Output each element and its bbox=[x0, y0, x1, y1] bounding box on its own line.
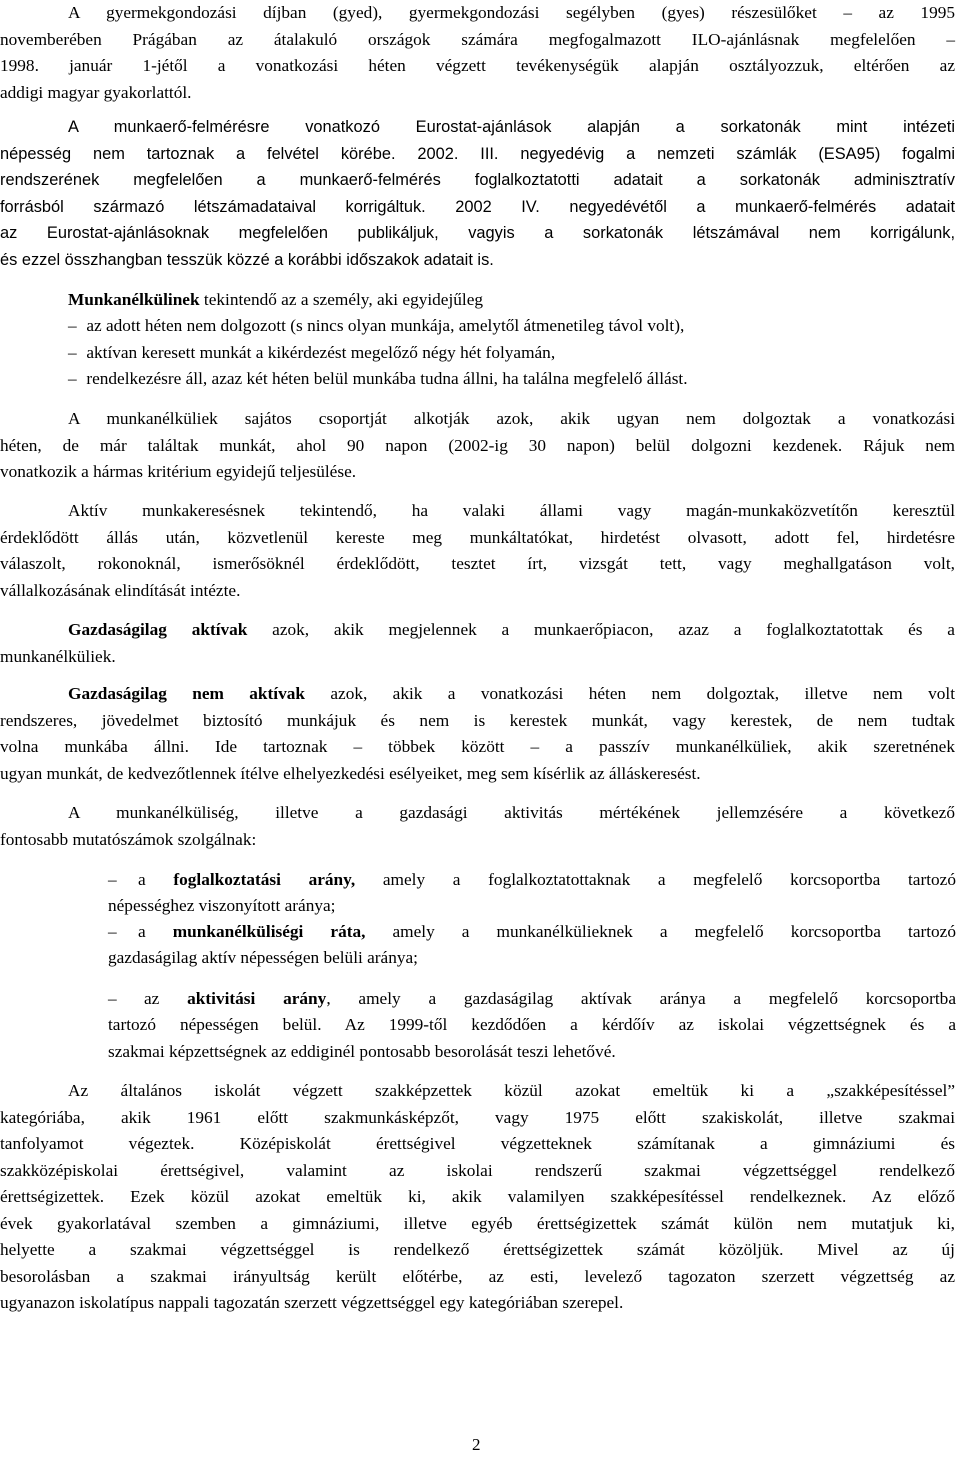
text-line: és ezzel összhangban tesszük közzé a korábbi időszakok adatait is. bbox=[0, 250, 494, 269]
text-line: A munkanélküliség, illetve a gazdasági aktivitás mértékének jellemzésére a következő bbox=[68, 803, 955, 822]
text-line: fontosabb mutatószámok szolgálnak: bbox=[0, 829, 257, 849]
list-item-activity-rate: az aktivitási arány, amely a gazdaságilag aktívak aránya a megfelelő korcsoportba bbox=[144, 989, 956, 1008]
text-line: helyette a szakmai végzettséggel is rendelkező érettségizettek számát közöljük. Mivel az új bbox=[0, 1240, 955, 1259]
text-line: vonatkozik a hármas kritérium egyidejű teljesülése. bbox=[0, 462, 357, 481]
term-munkanelkulisegi-rata: munkanélküliségi ráta, bbox=[172, 922, 366, 941]
text-line: az Eurostat-ajánlásoknak megfelelően publikáljuk, vagyis a sorkatonák létszámával nem korrigálunk, bbox=[0, 224, 955, 242]
text-line: kategóriába, akik 1961 előtt szakmunkásképzőt, vagy 1975 előtt szakiskolát, illetve szakmai bbox=[0, 1107, 955, 1127]
text-line: forrásból származó létszámadataival korrigáltuk. 2002 IV. negyedévétől a munkaerő-felmérés adatait bbox=[0, 197, 955, 216]
list-item-employment-rate: a foglalkoztatási arány, amely a foglalkoztatottaknak a megfelelő korcsoportba tartozó bbox=[138, 870, 956, 889]
term-gazdasagilag-nem-aktivak: Gazdaságilag nem aktívak bbox=[68, 684, 305, 703]
text-line: addigi magyar gyakorlattól. bbox=[0, 82, 192, 102]
text-line: népességhez viszonyított aránya; bbox=[108, 896, 336, 915]
text-line: tanfolyamot végeztek. Középiskolát érettségivel végzetteknek számítanak a gimnáziumi és bbox=[0, 1134, 955, 1153]
text-line: tartozó népességen belül. Az 1999-től kezdődően a kérdőív az iskolai végzettségnek és a bbox=[108, 1015, 956, 1034]
paragraph-active-job-search bbox=[0, 498, 955, 604]
text-line: ugyanazon iskolatípus nappali tagozatán szerzett végzettséggel egy kategóriában szerepel. bbox=[0, 1293, 624, 1312]
text-line: A munkanélküliek sajátos csoportját alkotják azok, akik ugyan nem dolgoztak a vonatkozási bbox=[68, 409, 955, 428]
text-line: vállalkozásának elindítását intézte. bbox=[0, 580, 241, 600]
criteria-list bbox=[68, 313, 948, 393]
term-gazdasagilag-aktivak: Gazdaságilag aktívak bbox=[68, 620, 248, 639]
text-line: gazdaságilag aktív népességen belüli aránya; bbox=[108, 948, 418, 967]
text-line: munkanélküliek. bbox=[0, 646, 116, 666]
paragraph-gyed-gyes bbox=[0, 0, 955, 106]
paragraph-qualifications bbox=[0, 1078, 955, 1317]
paragraph-special-group bbox=[0, 406, 955, 486]
list-dash: – bbox=[108, 870, 117, 889]
page-number: 2 bbox=[472, 1435, 481, 1454]
list-item: – rendelkezésre áll, azaz két héten belül munkába tudna állni, ha találna megfelelő állást. bbox=[68, 369, 688, 388]
text-line: héten, de már találtak munkát, ahol 90 napon (2002-ig 30 napon) belül dolgozni kezdenek. Rájuk nem bbox=[0, 435, 955, 455]
text-line: érettségizettek. Ezek közül azokat emeltük ki, akik valamilyen szakképesítéssel rendelkeznek. Az előző bbox=[0, 1187, 955, 1206]
list-dash: – bbox=[108, 922, 117, 941]
text-line: besorolásban a szakmai irányultság került előtérbe, az esti, levelező tagozaton szerzett végzettség az bbox=[0, 1266, 955, 1286]
list-dash: – bbox=[108, 989, 117, 1008]
definition-unemployed bbox=[0, 287, 955, 314]
list-item: – aktívan keresett munkát a kikérdezést megelőző négy hét folyamán, bbox=[68, 342, 556, 362]
text-line: rendszerének megfelelően a munkaerő-felmérés foglalkoztatotti adatait a sorkatonák adminisztratív bbox=[0, 171, 955, 189]
text-line: népesség nem tartoznak a felvétel körébe. 2002. III. negyedévig a nemzeti számlák (ESA95) fogalmi bbox=[0, 144, 955, 163]
text-line: Aktív munkakeresésnek tekintendő, ha valaki állami vagy magán-munkaközvetítőn keresztül bbox=[68, 501, 955, 520]
text-line: szakmai képzettségnek az eddiginél pontosabb besorolását teszi lehetővé. bbox=[108, 1041, 616, 1061]
text-line: novemberében Prágában az átalakuló országok számára megfogalmazott ILO-ajánlásnak megfelelően – bbox=[0, 29, 955, 49]
text-line: 1998. január 1-jétől a vonatkozási héten végzett tevékenységük alapján osztályozzuk, eltérően az bbox=[0, 56, 955, 75]
text-line: rendszeres, jövedelmet biztosító munkájuk és nem is kerestek munkát, vagy kerestek, de nem tudtak bbox=[0, 710, 955, 730]
paragraph-indicators-intro bbox=[0, 800, 955, 853]
text-line: ugyan munkát, de kedvezőtlennek ítélve elhelyezkedési esélyeiket, meg sem kísérlik az álláskeresést. bbox=[0, 763, 701, 783]
list-item: – az adott héten nem dolgozott (s nincs olyan munkája, amelytől átmenetileg távol volt), bbox=[68, 316, 685, 335]
text-line: érdeklődött állás után, közvetlenül kereste meg munkáltatókat, hirdetést olvasott, adott fel, hirdetésre bbox=[0, 527, 955, 547]
term-foglalkoztatasi-arany: foglalkoztatási arány, bbox=[173, 870, 356, 889]
list-item-unemployment-rate: a munkanélküliségi ráta, amely a munkanélkülieknek a megfelelő korcsoportba tartozó bbox=[138, 922, 956, 941]
text-line: válaszolt, rokonoknál, ismerősöknél érdeklődött, tesztet írt, vizsgát tett, vagy meghallgatáson volt, bbox=[0, 554, 955, 573]
paragraph-economically-active: Gazdaságilag aktívak azok, akik megjelennek a munkaerőpiacon, azaz a foglalkoztatottak és a munkanélküliek. bbox=[0, 617, 955, 670]
paragraph-sorkatonak bbox=[0, 114, 955, 273]
text-line: szakközépiskolai érettségivel, valamint az iskolai rendszerű szakmai végzettséggel rendelkező bbox=[0, 1160, 955, 1180]
text-line: Az általános iskolát végzett szakképzettek közül azokat emeltük ki a „szakképesítéssel” bbox=[68, 1081, 955, 1100]
term-munkanelkulinek: Munkanélkülinek bbox=[68, 290, 200, 309]
text-line: A gyermekgondozási díjban (gyed), gyermekgondozási segélyben (gyes) részesülőket – az 1995 bbox=[68, 3, 955, 22]
text-line: volna munkába állni. Ide tartoznak – többek között – a passzív munkanélküliek, akik szeretnének bbox=[0, 737, 955, 756]
text-line: A munkaerő-felmérésre vonatkozó Eurostat-ajánlások alapján a sorkatonák mint intézeti bbox=[68, 118, 955, 136]
paragraph-economically-inactive: Gazdaságilag nem aktívak azok, akik a vonatkozási héten nem dolgoztak, illetve nem volt rendszeres, jövedelmet biztosító munkájuk és nem is kerestek munkát, vagy kerestek, de nem tudtak volna munkába állni. Ide tartoznak – többek között – a passzív munkanélküliek, akik szeretnének ugyan munkát, de kedvezőtlennek ítélve elhelyezkedési esélyeiket, meg sem kísérlik az álláskeresést. bbox=[0, 681, 955, 787]
text-line: évek gyakorlatával szemben a gimnáziumi, illetve egyéb érettségizettek számát külön nem mutatjuk ki, bbox=[0, 1213, 955, 1233]
definition-text: tekintendő az a személy, aki egyidejűleg bbox=[199, 290, 484, 309]
term-aktivitasi-arany: aktivitási arány bbox=[187, 989, 327, 1008]
